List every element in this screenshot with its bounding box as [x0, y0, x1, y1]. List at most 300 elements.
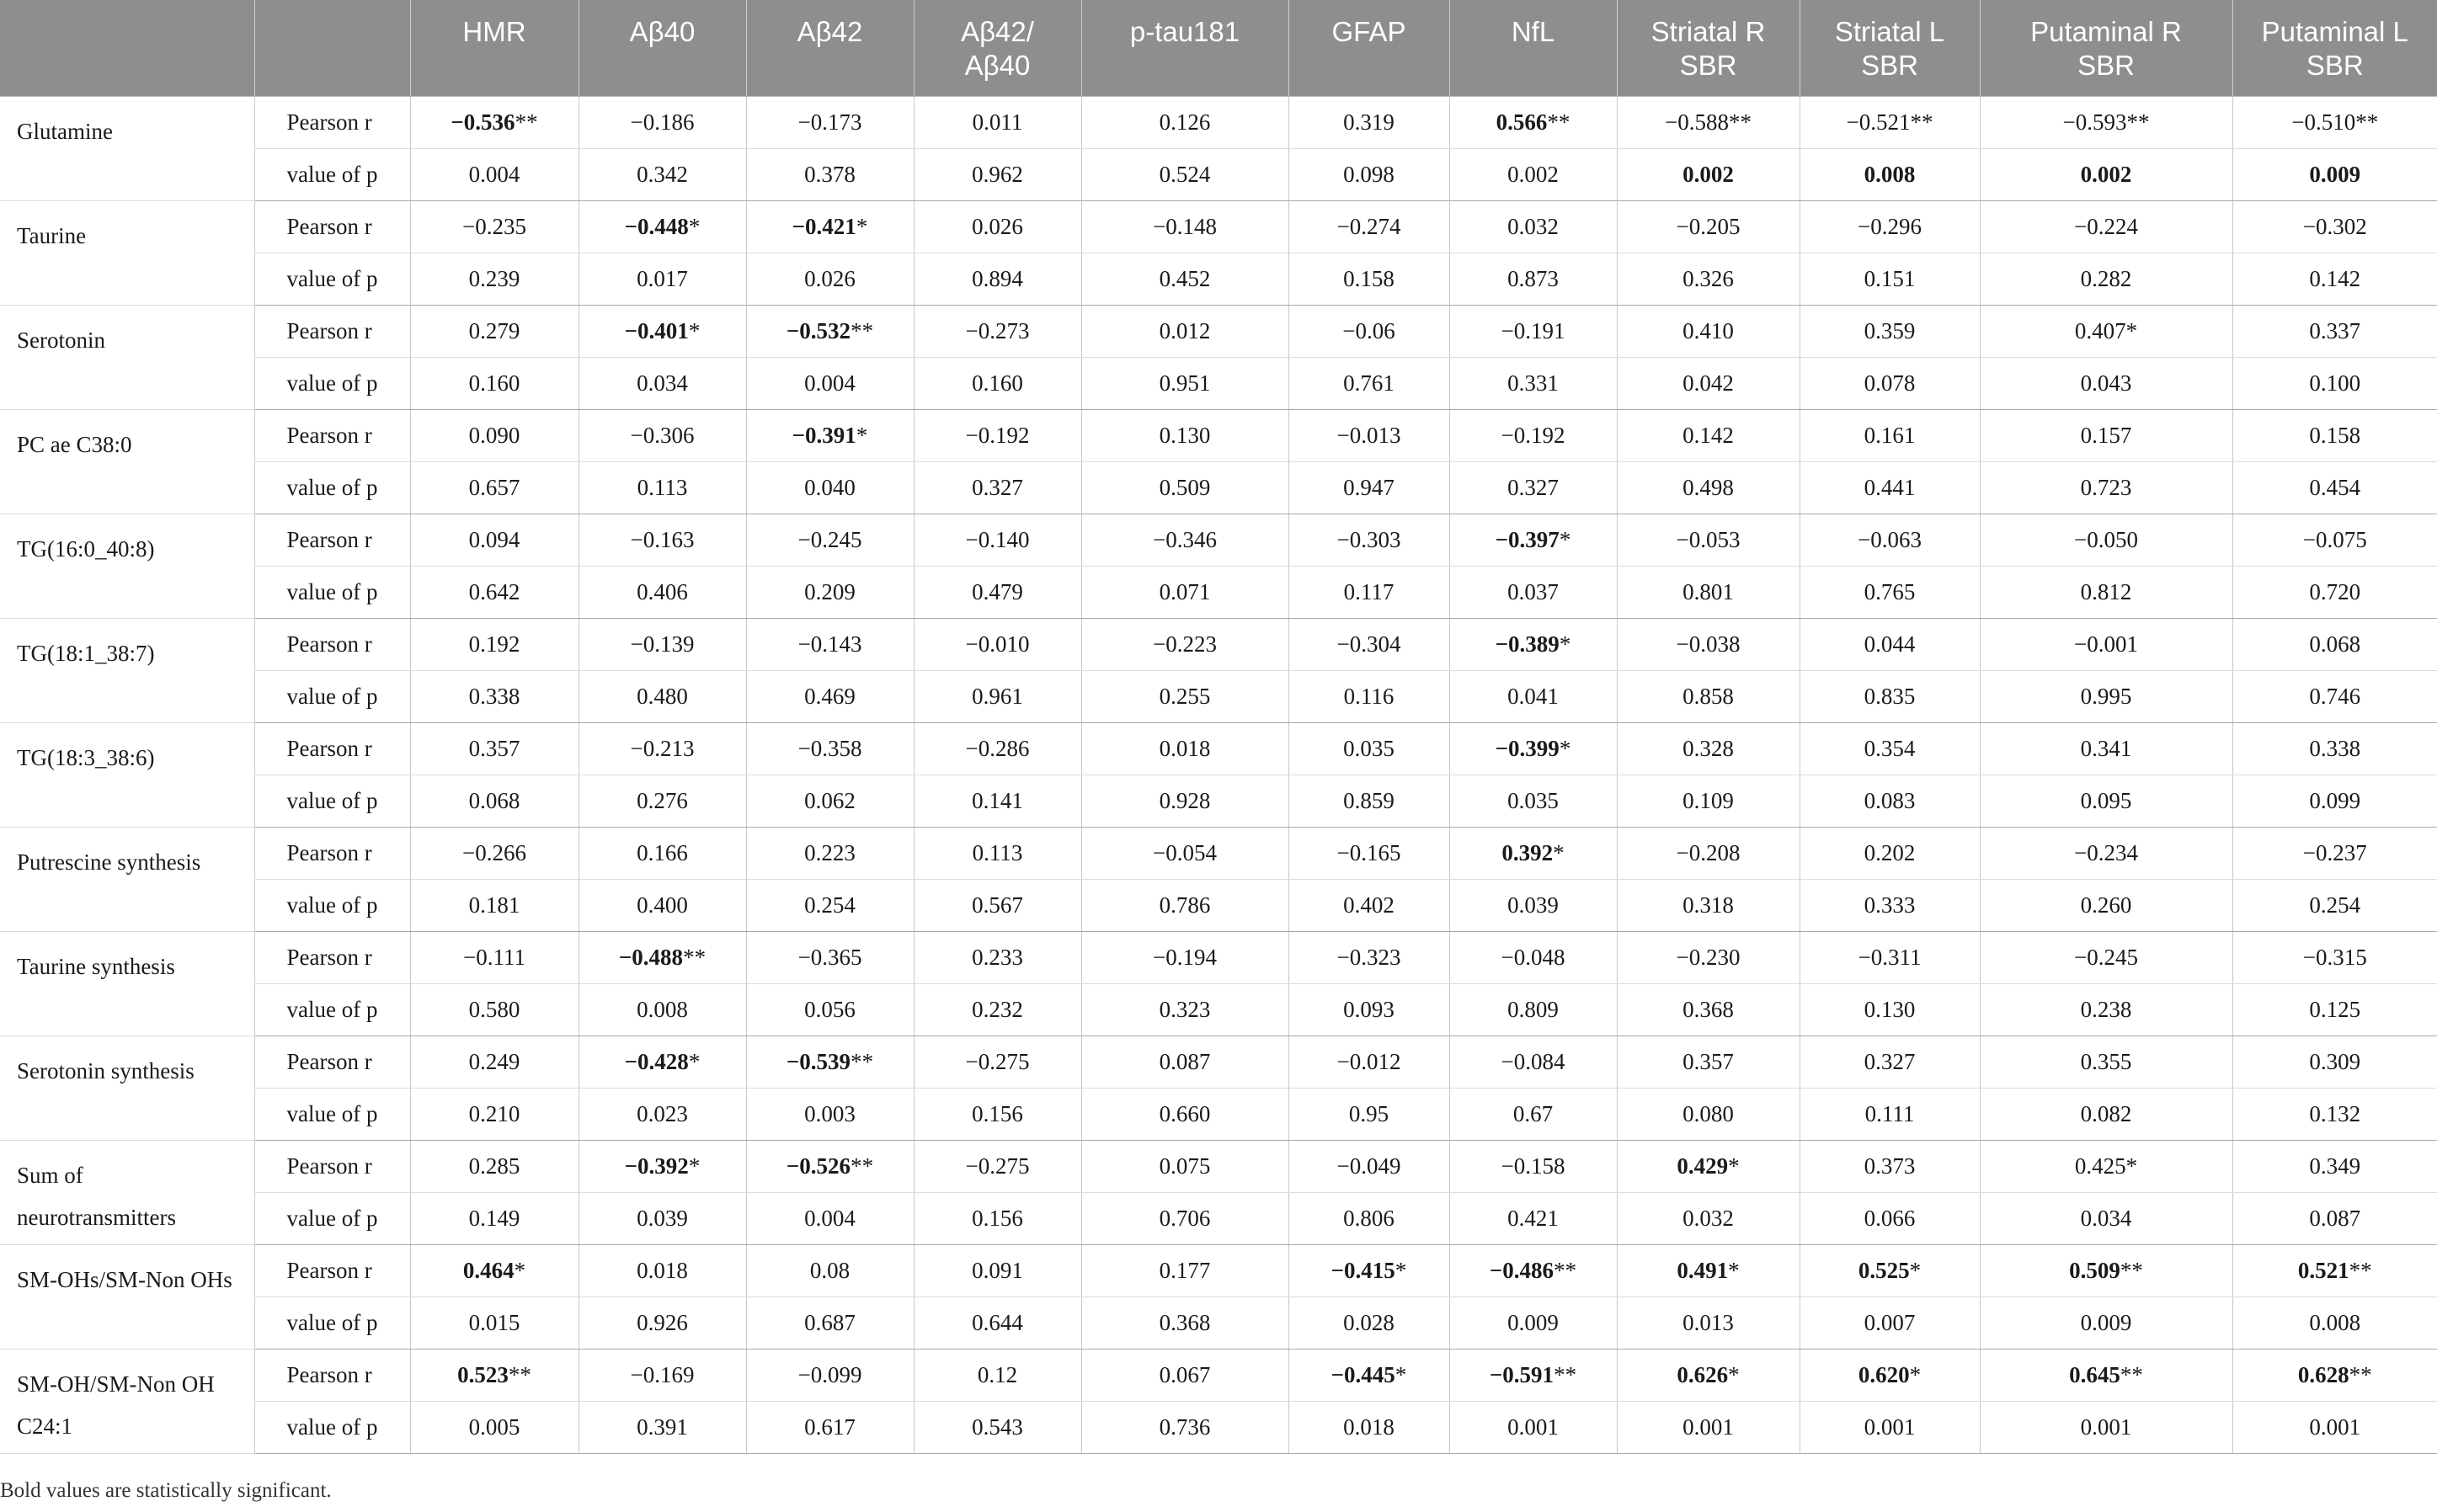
table-row: [0, 931, 2437, 983]
pearson-r-cell: −0.399*: [1449, 722, 1617, 775]
p-value-cell: 0.005: [410, 1401, 579, 1453]
statistic-label: Pearson r: [254, 1349, 410, 1401]
statistic-label: Pearson r: [254, 1036, 410, 1088]
p-value-cell: 0.809: [1449, 983, 1617, 1036]
table-row: [0, 1088, 2437, 1140]
table-row: [0, 775, 2437, 827]
pearson-r-cell: −0.158: [1449, 1140, 1617, 1192]
p-value-cell: 0.111: [1800, 1088, 1980, 1140]
table-row: [0, 200, 2437, 253]
pearson-r-cell: −0.346: [1081, 514, 1288, 566]
table-row: [0, 1401, 2437, 1453]
table-row: [0, 983, 2437, 1036]
pearson-r-cell: −0.391*: [746, 409, 914, 461]
column-header: Striatal L SBR: [1800, 0, 1980, 96]
column-header: Striatal R SBR: [1617, 0, 1800, 96]
pearson-r-cell: −0.143: [746, 618, 914, 670]
pearson-r-cell: 0.626*: [1617, 1349, 1800, 1401]
pearson-r-cell: 0.090: [410, 409, 579, 461]
p-value-cell: 0.67: [1449, 1088, 1617, 1140]
pearson-r-cell: −0.213: [579, 722, 746, 775]
pearson-r-cell: 0.357: [410, 722, 579, 775]
pearson-r-cell: −0.488**: [579, 931, 746, 983]
pearson-r-cell: 0.337: [2232, 305, 2437, 357]
p-value-cell: 0.524: [1081, 148, 1288, 200]
pearson-r-cell: −0.208: [1617, 827, 1800, 879]
p-value-cell: 0.402: [1288, 879, 1449, 931]
pearson-r-cell: −0.593**: [1980, 96, 2232, 148]
p-value-cell: 0.109: [1617, 775, 1800, 827]
p-value-cell: 0.331: [1449, 357, 1617, 409]
p-value-cell: 0.037: [1449, 566, 1617, 618]
p-value-cell: 0.327: [1449, 461, 1617, 514]
pearson-r-cell: 0.491*: [1617, 1244, 1800, 1296]
pearson-r-cell: −0.275: [914, 1036, 1081, 1088]
pearson-r-cell: −0.173: [746, 96, 914, 148]
p-value-cell: 0.039: [579, 1192, 746, 1244]
statistic-label: Pearson r: [254, 722, 410, 775]
p-value-cell: 0.378: [746, 148, 914, 200]
p-value-cell: 0.687: [746, 1296, 914, 1349]
p-value-cell: 0.009: [1980, 1296, 2232, 1349]
pearson-r-cell: 0.044: [1800, 618, 1980, 670]
metabolite-label: Serotonin synthesis: [0, 1036, 254, 1140]
pearson-r-cell: −0.013: [1288, 409, 1449, 461]
pearson-r-cell: 0.157: [1980, 409, 2232, 461]
p-value-cell: 0.009: [1449, 1296, 1617, 1349]
pearson-r-cell: −0.532**: [746, 305, 914, 357]
p-value-cell: 0.078: [1800, 357, 1980, 409]
pearson-r-cell: −0.165: [1288, 827, 1449, 879]
table-row: [0, 618, 2437, 670]
p-value-cell: 0.125: [2232, 983, 2437, 1036]
pearson-r-cell: −0.392*: [579, 1140, 746, 1192]
table-row: [0, 461, 2437, 514]
statistic-label: Pearson r: [254, 305, 410, 357]
pearson-r-cell: −0.048: [1449, 931, 1617, 983]
p-value-cell: 0.007: [1800, 1296, 1980, 1349]
statistic-label: value of p: [254, 1088, 410, 1140]
p-value-cell: 0.928: [1081, 775, 1288, 827]
pearson-r-cell: 0.319: [1288, 96, 1449, 148]
pearson-r-cell: −0.237: [2232, 827, 2437, 879]
pearson-r-cell: −0.075: [2232, 514, 2437, 566]
pearson-r-cell: −0.012: [1288, 1036, 1449, 1088]
pearson-r-cell: 0.566**: [1449, 96, 1617, 148]
pearson-r-cell: −0.526**: [746, 1140, 914, 1192]
column-header: Aβ42: [746, 0, 914, 96]
p-value-cell: 0.008: [579, 983, 746, 1036]
statistic-label: value of p: [254, 670, 410, 722]
pearson-r-cell: 0.429*: [1617, 1140, 1800, 1192]
p-value-cell: 0.400: [579, 879, 746, 931]
column-header: Putaminal L SBR: [2232, 0, 2437, 96]
table-row: [0, 253, 2437, 305]
metabolite-label: Glutamine: [0, 96, 254, 200]
p-value-cell: 0.657: [410, 461, 579, 514]
p-value-cell: 0.017: [579, 253, 746, 305]
p-value-cell: 0.926: [579, 1296, 746, 1349]
statistic-label: value of p: [254, 566, 410, 618]
pearson-r-cell: −0.010: [914, 618, 1081, 670]
p-value-cell: 0.210: [410, 1088, 579, 1140]
pearson-r-cell: −0.245: [1980, 931, 2232, 983]
pearson-r-cell: 0.142: [1617, 409, 1800, 461]
pearson-r-cell: −0.588**: [1617, 96, 1800, 148]
metabolite-label: SM-OHs/SM-Non OHs: [0, 1244, 254, 1349]
pearson-r-cell: −0.063: [1800, 514, 1980, 566]
pearson-r-cell: 0.087: [1081, 1036, 1288, 1088]
pearson-r-cell: −0.192: [914, 409, 1081, 461]
pearson-r-cell: 0.349: [2232, 1140, 2437, 1192]
p-value-cell: 0.018: [1288, 1401, 1449, 1453]
pearson-r-cell: −0.510**: [2232, 96, 2437, 148]
pearson-r-cell: 0.026: [914, 200, 1081, 253]
pearson-r-cell: 0.233: [914, 931, 1081, 983]
p-value-cell: 0.761: [1288, 357, 1449, 409]
pearson-r-cell: 0.327: [1800, 1036, 1980, 1088]
p-value-cell: 0.567: [914, 879, 1081, 931]
p-value-cell: 0.706: [1081, 1192, 1288, 1244]
p-value-cell: 0.083: [1800, 775, 1980, 827]
p-value-cell: 0.368: [1081, 1296, 1288, 1349]
pearson-r-cell: 0.521**: [2232, 1244, 2437, 1296]
pearson-r-cell: 0.223: [746, 827, 914, 879]
pearson-r-cell: −0.194: [1081, 931, 1288, 983]
pearson-r-cell: 0.525*: [1800, 1244, 1980, 1296]
pearson-r-cell: −0.205: [1617, 200, 1800, 253]
statistic-label: Pearson r: [254, 1140, 410, 1192]
pearson-r-cell: −0.053: [1617, 514, 1800, 566]
pearson-r-cell: −0.06: [1288, 305, 1449, 357]
p-value-cell: 0.004: [746, 1192, 914, 1244]
p-value-cell: 0.003: [746, 1088, 914, 1140]
statistic-label: Pearson r: [254, 200, 410, 253]
p-value-cell: 0.786: [1081, 879, 1288, 931]
p-value-cell: 0.001: [2232, 1401, 2437, 1453]
pearson-r-cell: −0.054: [1081, 827, 1288, 879]
table-header: [0, 0, 2437, 96]
p-value-cell: 0.026: [746, 253, 914, 305]
metabolite-label: TG(18:1_38:7): [0, 618, 254, 722]
p-value-cell: 0.181: [410, 879, 579, 931]
pearson-r-cell: 0.285: [410, 1140, 579, 1192]
p-value-cell: 0.736: [1081, 1401, 1288, 1453]
pearson-r-cell: 0.018: [579, 1244, 746, 1296]
table-row: [0, 357, 2437, 409]
pearson-r-cell: 0.328: [1617, 722, 1800, 775]
p-value-cell: 0.406: [579, 566, 746, 618]
metabolite-label: Taurine synthesis: [0, 931, 254, 1036]
p-value-cell: 0.001: [1800, 1401, 1980, 1453]
pearson-r-cell: 0.166: [579, 827, 746, 879]
pearson-r-cell: −0.274: [1288, 200, 1449, 253]
pearson-r-cell: 0.249: [410, 1036, 579, 1088]
pearson-r-cell: −0.591**: [1449, 1349, 1617, 1401]
pearson-r-cell: −0.273: [914, 305, 1081, 357]
table-row: [0, 96, 2437, 148]
pearson-r-cell: 0.523**: [410, 1349, 579, 1401]
p-value-cell: 0.082: [1980, 1088, 2232, 1140]
pearson-r-cell: −0.428*: [579, 1036, 746, 1088]
table-row: [0, 409, 2437, 461]
pearson-r-cell: 0.018: [1081, 722, 1288, 775]
p-value-cell: 0.543: [914, 1401, 1081, 1453]
p-value-cell: 0.255: [1081, 670, 1288, 722]
p-value-cell: 0.961: [914, 670, 1081, 722]
p-value-cell: 0.034: [579, 357, 746, 409]
pearson-r-cell: 0.192: [410, 618, 579, 670]
p-value-cell: 0.765: [1800, 566, 1980, 618]
column-header: Aβ40: [579, 0, 746, 96]
pearson-r-cell: 0.075: [1081, 1140, 1288, 1192]
p-value-cell: 0.002: [1980, 148, 2232, 200]
table-row: [0, 1296, 2437, 1349]
p-value-cell: 0.858: [1617, 670, 1800, 722]
column-header: GFAP: [1288, 0, 1449, 96]
pearson-r-cell: −0.224: [1980, 200, 2232, 253]
pearson-r-cell: 0.425*: [1980, 1140, 2232, 1192]
statistic-label: Pearson r: [254, 931, 410, 983]
p-value-cell: 0.806: [1288, 1192, 1449, 1244]
statistic-label: Pearson r: [254, 409, 410, 461]
p-value-cell: 0.338: [410, 670, 579, 722]
statistic-label: Pearson r: [254, 827, 410, 879]
column-header: [254, 0, 410, 96]
p-value-cell: 0.028: [1288, 1296, 1449, 1349]
pearson-r-cell: −0.235: [410, 200, 579, 253]
pearson-r-cell: 0.126: [1081, 96, 1288, 148]
p-value-cell: 0.068: [410, 775, 579, 827]
p-value-cell: 0.232: [914, 983, 1081, 1036]
pearson-r-cell: −0.139: [579, 618, 746, 670]
table-row: [0, 514, 2437, 566]
statistic-label: value of p: [254, 1296, 410, 1349]
p-value-cell: 0.008: [2232, 1296, 2437, 1349]
column-header: p-tau181: [1081, 0, 1288, 96]
pearson-r-cell: 0.08: [746, 1244, 914, 1296]
p-value-cell: 0.368: [1617, 983, 1800, 1036]
pearson-r-cell: 0.309: [2232, 1036, 2437, 1088]
pearson-r-cell: −0.140: [914, 514, 1081, 566]
pearson-r-cell: 0.035: [1288, 722, 1449, 775]
p-value-cell: 0.004: [410, 148, 579, 200]
pearson-r-cell: −0.365: [746, 931, 914, 983]
pearson-r-cell: 0.012: [1081, 305, 1288, 357]
pearson-r-cell: −0.275: [914, 1140, 1081, 1192]
pearson-r-cell: 0.067: [1081, 1349, 1288, 1401]
pearson-r-cell: −0.303: [1288, 514, 1449, 566]
p-value-cell: 0.454: [2232, 461, 2437, 514]
pearson-r-cell: 0.357: [1617, 1036, 1800, 1088]
p-value-cell: 0.421: [1449, 1192, 1617, 1244]
p-value-cell: 0.132: [2232, 1088, 2437, 1140]
pearson-r-cell: 0.011: [914, 96, 1081, 148]
p-value-cell: 0.002: [1449, 148, 1617, 200]
p-value-cell: 0.056: [746, 983, 914, 1036]
metabolite-label: Sum of neurotransmitters: [0, 1140, 254, 1244]
pearson-r-cell: 0.091: [914, 1244, 1081, 1296]
p-value-cell: 0.746: [2232, 670, 2437, 722]
p-value-cell: 0.004: [746, 357, 914, 409]
p-value-cell: 0.035: [1449, 775, 1617, 827]
pearson-r-cell: −0.445*: [1288, 1349, 1449, 1401]
pearson-r-cell: −0.415*: [1288, 1244, 1449, 1296]
p-value-cell: 0.040: [746, 461, 914, 514]
pearson-r-cell: −0.148: [1081, 200, 1288, 253]
p-value-cell: 0.113: [579, 461, 746, 514]
p-value-cell: 0.099: [2232, 775, 2437, 827]
p-value-cell: 0.160: [914, 357, 1081, 409]
pearson-r-cell: 0.509**: [1980, 1244, 2232, 1296]
pearson-r-cell: −0.163: [579, 514, 746, 566]
pearson-r-cell: −0.084: [1449, 1036, 1617, 1088]
header-row: [0, 0, 2437, 96]
column-header: [0, 0, 254, 96]
p-value-cell: 0.239: [410, 253, 579, 305]
pearson-r-cell: 0.341: [1980, 722, 2232, 775]
table-row: [0, 827, 2437, 879]
pearson-r-cell: −0.038: [1617, 618, 1800, 670]
p-value-cell: 0.254: [746, 879, 914, 931]
pearson-r-cell: 0.354: [1800, 722, 1980, 775]
p-value-cell: 0.100: [2232, 357, 2437, 409]
statistic-label: value of p: [254, 1192, 410, 1244]
pearson-r-cell: −0.486**: [1449, 1244, 1617, 1296]
pearson-r-cell: −0.421*: [746, 200, 914, 253]
statistic-label: value of p: [254, 983, 410, 1036]
pearson-r-cell: 0.068: [2232, 618, 2437, 670]
pearson-r-cell: 0.158: [2232, 409, 2437, 461]
statistic-label: value of p: [254, 879, 410, 931]
pearson-r-cell: 0.279: [410, 305, 579, 357]
p-value-cell: 0.156: [914, 1088, 1081, 1140]
p-value-cell: 0.001: [1617, 1401, 1800, 1453]
p-value-cell: 0.452: [1081, 253, 1288, 305]
statistic-label: Pearson r: [254, 96, 410, 148]
p-value-cell: 0.034: [1980, 1192, 2232, 1244]
pearson-r-cell: 0.464*: [410, 1244, 579, 1296]
pearson-r-cell: 0.113: [914, 827, 1081, 879]
pearson-r-cell: 0.373: [1800, 1140, 1980, 1192]
pearson-r-cell: 0.628**: [2232, 1349, 2437, 1401]
p-value-cell: 0.032: [1617, 1192, 1800, 1244]
p-value-cell: 0.001: [1449, 1401, 1617, 1453]
pearson-r-cell: −0.191: [1449, 305, 1617, 357]
pearson-r-cell: −0.266: [410, 827, 579, 879]
pearson-r-cell: −0.315: [2232, 931, 2437, 983]
pearson-r-cell: −0.448*: [579, 200, 746, 253]
p-value-cell: 0.282: [1980, 253, 2232, 305]
p-value-cell: 0.156: [914, 1192, 1081, 1244]
pearson-r-cell: −0.401*: [579, 305, 746, 357]
table-row: [0, 722, 2437, 775]
p-value-cell: 0.141: [914, 775, 1081, 827]
statistic-label: Pearson r: [254, 618, 410, 670]
p-value-cell: 0.480: [579, 670, 746, 722]
p-value-cell: 0.835: [1800, 670, 1980, 722]
p-value-cell: 0.209: [746, 566, 914, 618]
p-value-cell: 0.142: [2232, 253, 2437, 305]
p-value-cell: 0.116: [1288, 670, 1449, 722]
metabolite-label: TG(18:3_38:6): [0, 722, 254, 827]
pearson-r-cell: −0.296: [1800, 200, 1980, 253]
p-value-cell: 0.333: [1800, 879, 1980, 931]
metabolite-label: PC ae C38:0: [0, 409, 254, 514]
p-value-cell: 0.441: [1800, 461, 1980, 514]
pearson-r-cell: −0.230: [1617, 931, 1800, 983]
pearson-r-cell: −0.521**: [1800, 96, 1980, 148]
p-value-cell: 0.479: [914, 566, 1081, 618]
p-value-cell: 0.009: [2232, 148, 2437, 200]
table-row: [0, 148, 2437, 200]
column-header: NfL: [1449, 0, 1617, 96]
pearson-r-cell: −0.099: [746, 1349, 914, 1401]
pearson-r-cell: −0.234: [1980, 827, 2232, 879]
p-value-cell: 0.062: [746, 775, 914, 827]
p-value-cell: 0.951: [1081, 357, 1288, 409]
pearson-r-cell: −0.223: [1081, 618, 1288, 670]
column-header: Aβ42/ Aβ40: [914, 0, 1081, 96]
pearson-r-cell: 0.410: [1617, 305, 1800, 357]
table-row: [0, 1140, 2437, 1192]
pearson-r-cell: 0.645**: [1980, 1349, 2232, 1401]
pearson-r-cell: 0.620*: [1800, 1349, 1980, 1401]
pearson-r-cell: −0.311: [1800, 931, 1980, 983]
table-row: [0, 1036, 2437, 1088]
p-value-cell: 0.001: [1980, 1401, 2232, 1453]
column-header: HMR: [410, 0, 579, 96]
pearson-r-cell: −0.111: [410, 931, 579, 983]
p-value-cell: 0.071: [1081, 566, 1288, 618]
metabolite-label: Taurine: [0, 200, 254, 305]
p-value-cell: 0.327: [914, 461, 1081, 514]
p-value-cell: 0.644: [914, 1296, 1081, 1349]
p-value-cell: 0.015: [410, 1296, 579, 1349]
p-value-cell: 0.080: [1617, 1088, 1800, 1140]
pearson-r-cell: 0.355: [1980, 1036, 2232, 1088]
pearson-r-cell: 0.032: [1449, 200, 1617, 253]
p-value-cell: 0.151: [1800, 253, 1980, 305]
pearson-r-cell: −0.186: [579, 96, 746, 148]
p-value-cell: 0.041: [1449, 670, 1617, 722]
p-value-cell: 0.720: [2232, 566, 2437, 618]
p-value-cell: 0.158: [1288, 253, 1449, 305]
statistic-label: value of p: [254, 775, 410, 827]
statistic-label: value of p: [254, 461, 410, 514]
p-value-cell: 0.617: [746, 1401, 914, 1453]
p-value-cell: 0.023: [579, 1088, 746, 1140]
table-row: [0, 305, 2437, 357]
p-value-cell: 0.642: [410, 566, 579, 618]
table-row: [0, 670, 2437, 722]
p-value-cell: 0.002: [1617, 148, 1800, 200]
statistic-label: value of p: [254, 1401, 410, 1453]
table-row: [0, 1192, 2437, 1244]
p-value-cell: 0.995: [1980, 670, 2232, 722]
p-value-cell: 0.160: [410, 357, 579, 409]
metabolite-label: TG(16:0_40:8): [0, 514, 254, 618]
p-value-cell: 0.276: [579, 775, 746, 827]
pearson-r-cell: 0.407*: [1980, 305, 2232, 357]
statistic-label: value of p: [254, 357, 410, 409]
pearson-r-cell: 0.130: [1081, 409, 1288, 461]
p-value-cell: 0.873: [1449, 253, 1617, 305]
table-row: [0, 566, 2437, 618]
pearson-r-cell: −0.323: [1288, 931, 1449, 983]
p-value-cell: 0.326: [1617, 253, 1800, 305]
p-value-cell: 0.509: [1081, 461, 1288, 514]
